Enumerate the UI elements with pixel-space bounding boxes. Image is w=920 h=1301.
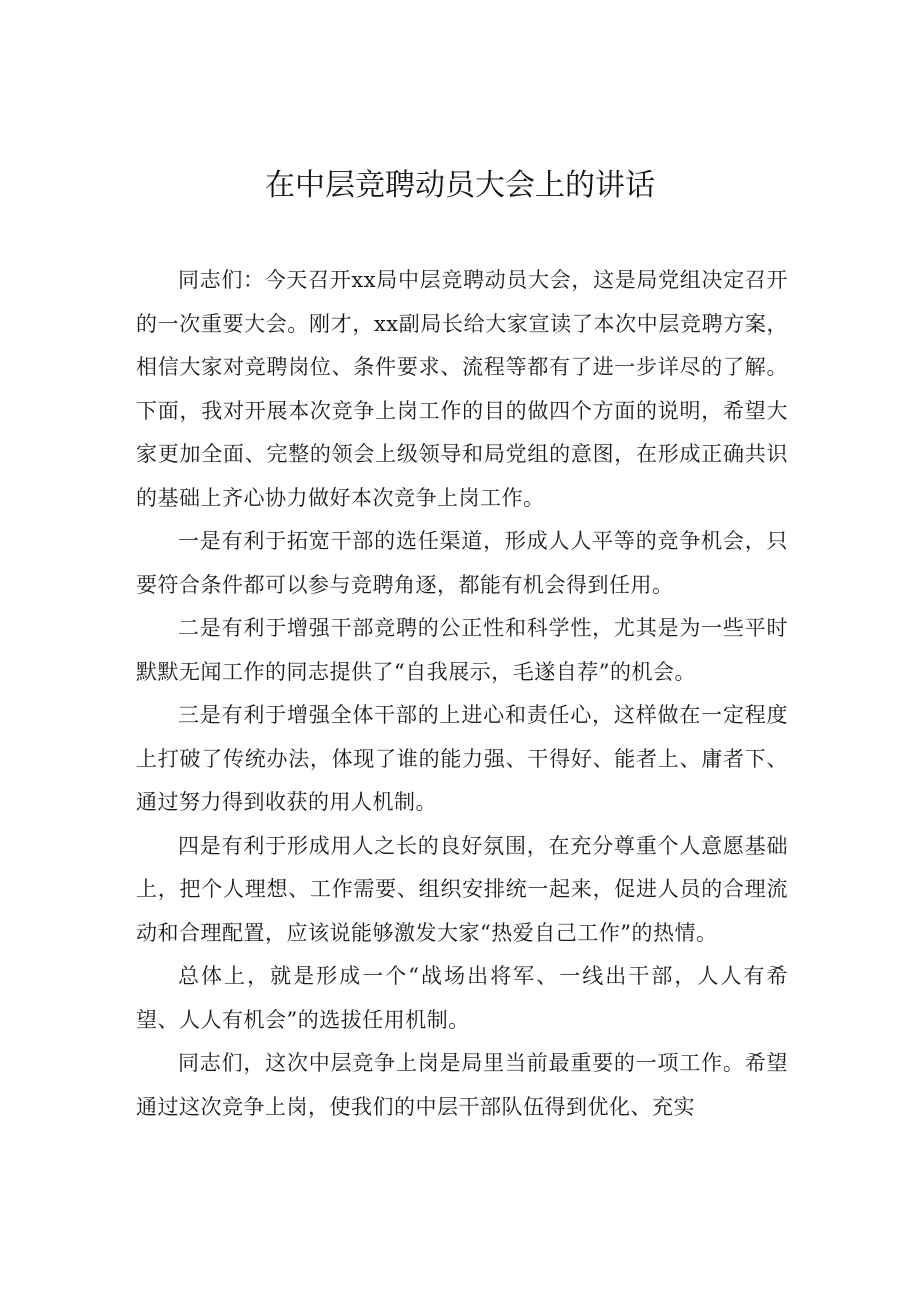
paragraph-point-two: 二是有利于增强干部竞聘的公正性和科学性，尤其是为一些平时默默无闻工作的同志提供了“自我展示，毛遂自荐”的机会。 xyxy=(136,616,788,684)
paragraph-closing: 同志们，这次中层竞争上岗是局里当前最重要的一项工作。希望通过这次竞争上岗，使我们的中层干部队伍得到优化、充实 xyxy=(136,1051,788,1119)
paragraph-summary: 总体上，就是形成一个“战场出将军、一线出干部，人人有希望、人人有机会”的选拔任用机制。 xyxy=(136,964,788,1032)
document-title: 在中层竞聘动员大会上的讲话 xyxy=(265,168,655,203)
paragraph-opening: 同志们：今天召开xx局中层竞聘动员大会，这是局党组决定召开的一次重要大会。刚才，xx副局长给大家宣读了本次中层竞聘方案，相信大家对竞聘岗位、条件要求、流程等都有了进一步详尽的了解。下面，我对开展本次竞争上岗工作的目的做四个方面的说明，希望大家更加全面、完整的领会上级领导和局党组的意图，在形成正确共识的基础上齐心协力做好本次竞争上岗工作。 xyxy=(136,268,788,510)
paragraph-point-one: 一是有利于拓宽干部的选任渠道，形成人人平等的竞争机会，只要符合条件都可以参与竞聘角逐，都能有机会得到任用。 xyxy=(136,529,788,597)
document-body xyxy=(136,259,788,1129)
paragraph-point-three: 三是有利于增强全体干部的上进心和责任心，这样做在一定程度上打破了传统办法，体现了谁的能力强、干得好、能者上、庸者下、通过努力得到收获的用人机制。 xyxy=(136,703,788,814)
paragraph-point-four: 四是有利于形成用人之长的良好氛围，在充分尊重个人意愿基础上，把个人理想、工作需要、组织安排统一起来，促进人员的合理流动和合理配置，应该说能够激发大家“热爱自己工作”的热情。 xyxy=(136,833,788,945)
